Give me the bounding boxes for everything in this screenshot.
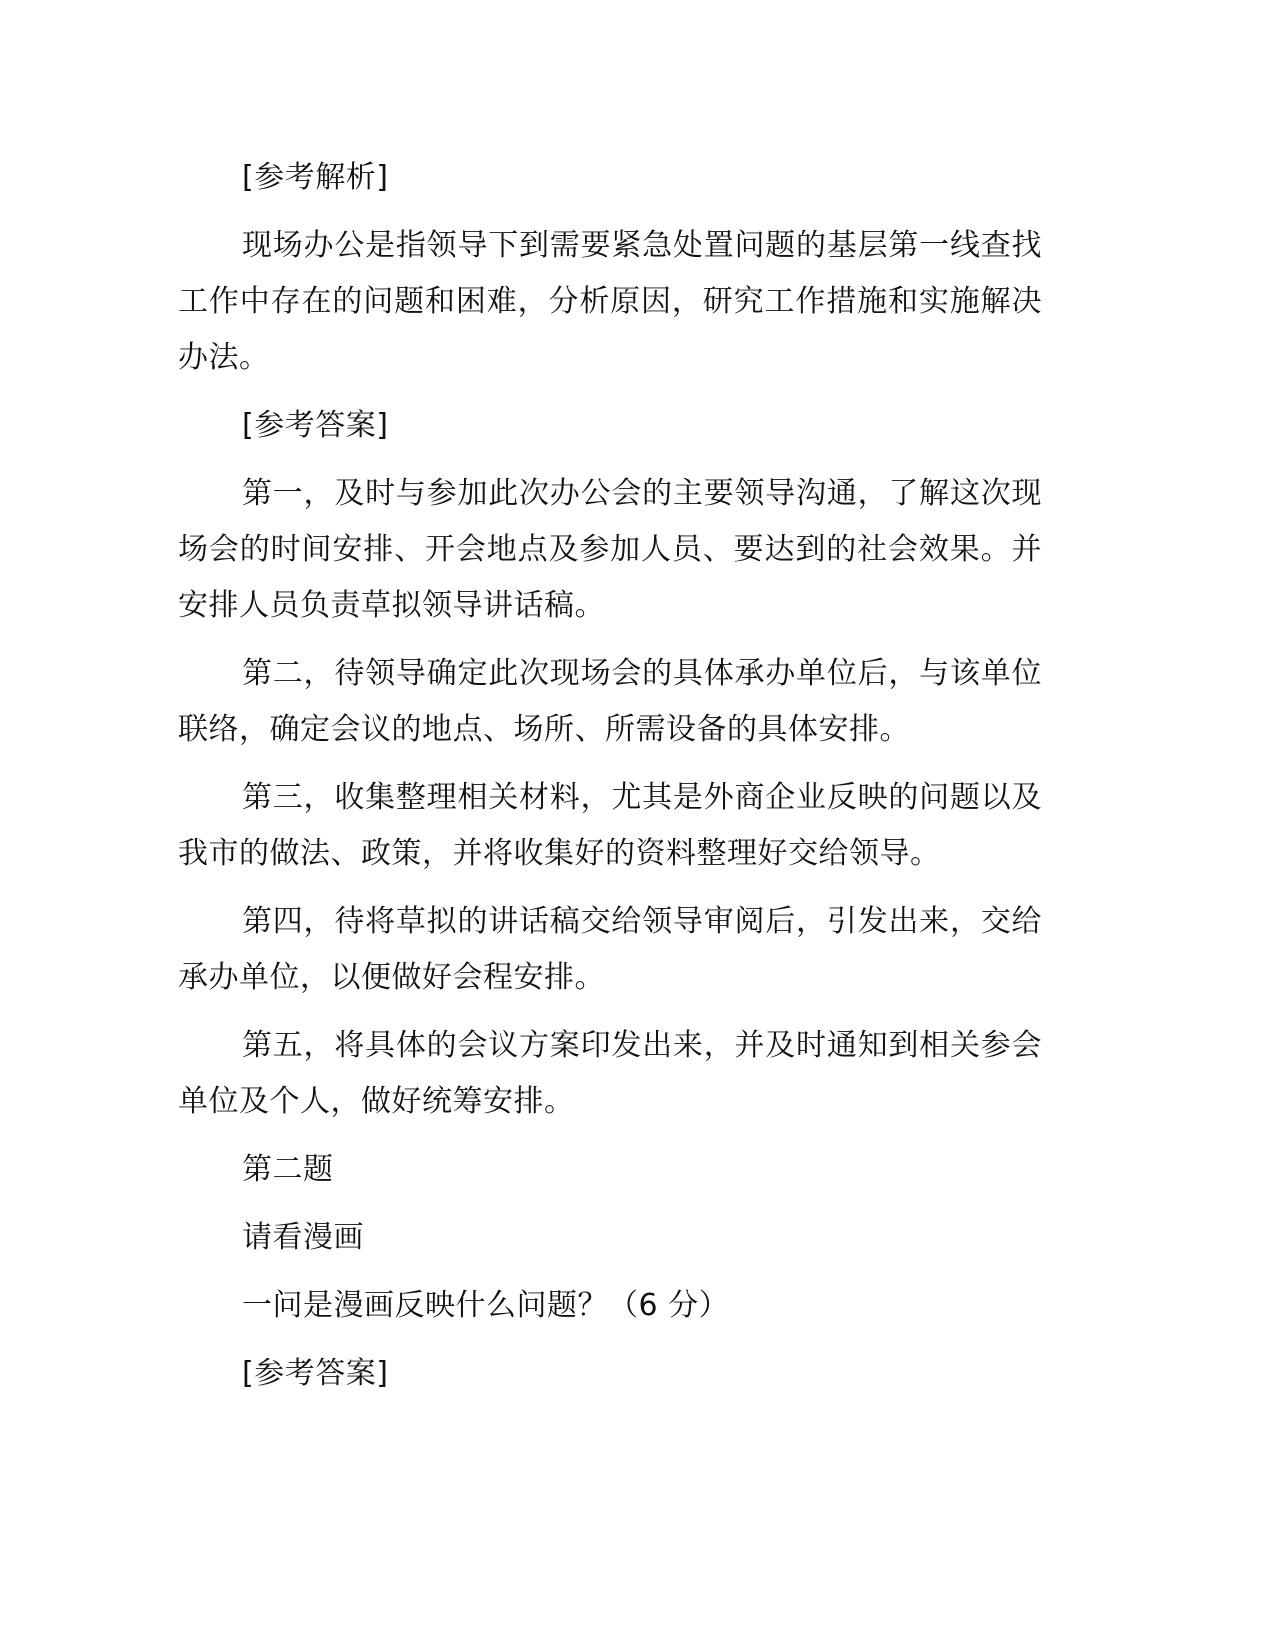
- paragraph-step-1: 第一，及时与参加此次办公会的主要领导沟通，了解这次现场会的时间安排、开会地点及参加人员、要达到的社会效果。并安排人员负责草拟领导讲话稿。: [178, 476, 1042, 623]
- section-heading-analysis: [参考解析]: [242, 160, 389, 195]
- paragraph-step-2: 第二，待领导确定此次现场会的具体承办单位后，与该单位联络，确定会议的地点、场所、所需设备的具体安排。: [178, 656, 1042, 747]
- paragraph-step-3: 第三，收集整理相关材料，尤其是外商企业反映的问题以及我市的做法、政策，并将收集好的资料整理好交给领导。: [178, 780, 1042, 871]
- paragraph-step-5: 第五，将具体的会议方案印发出来，并及时通知到相关参会单位及个人，做好统筹安排。: [178, 1028, 1042, 1119]
- section-heading-answer-2: [参考答案]: [242, 1356, 389, 1391]
- section-heading-answer: [参考答案]: [242, 408, 389, 443]
- question-instruction: 请看漫画: [242, 1220, 364, 1255]
- paragraph-definition: 现场办公是指领导下到需要紧急处置问题的基层第一线查找工作中存在的问题和困难，分析原因，研究工作措施和实施解决办法。: [178, 228, 1042, 375]
- question-title: 第二题: [242, 1152, 334, 1187]
- paragraph-step-4: 第四，待将草拟的讲话稿交给领导审阅后，引发出来，交给承办单位，以便做好会程安排。: [178, 904, 1042, 995]
- document-body: [178, 150, 1042, 1414]
- question-prompt: 一问是漫画反映什么问题？（6 分）: [242, 1288, 730, 1323]
